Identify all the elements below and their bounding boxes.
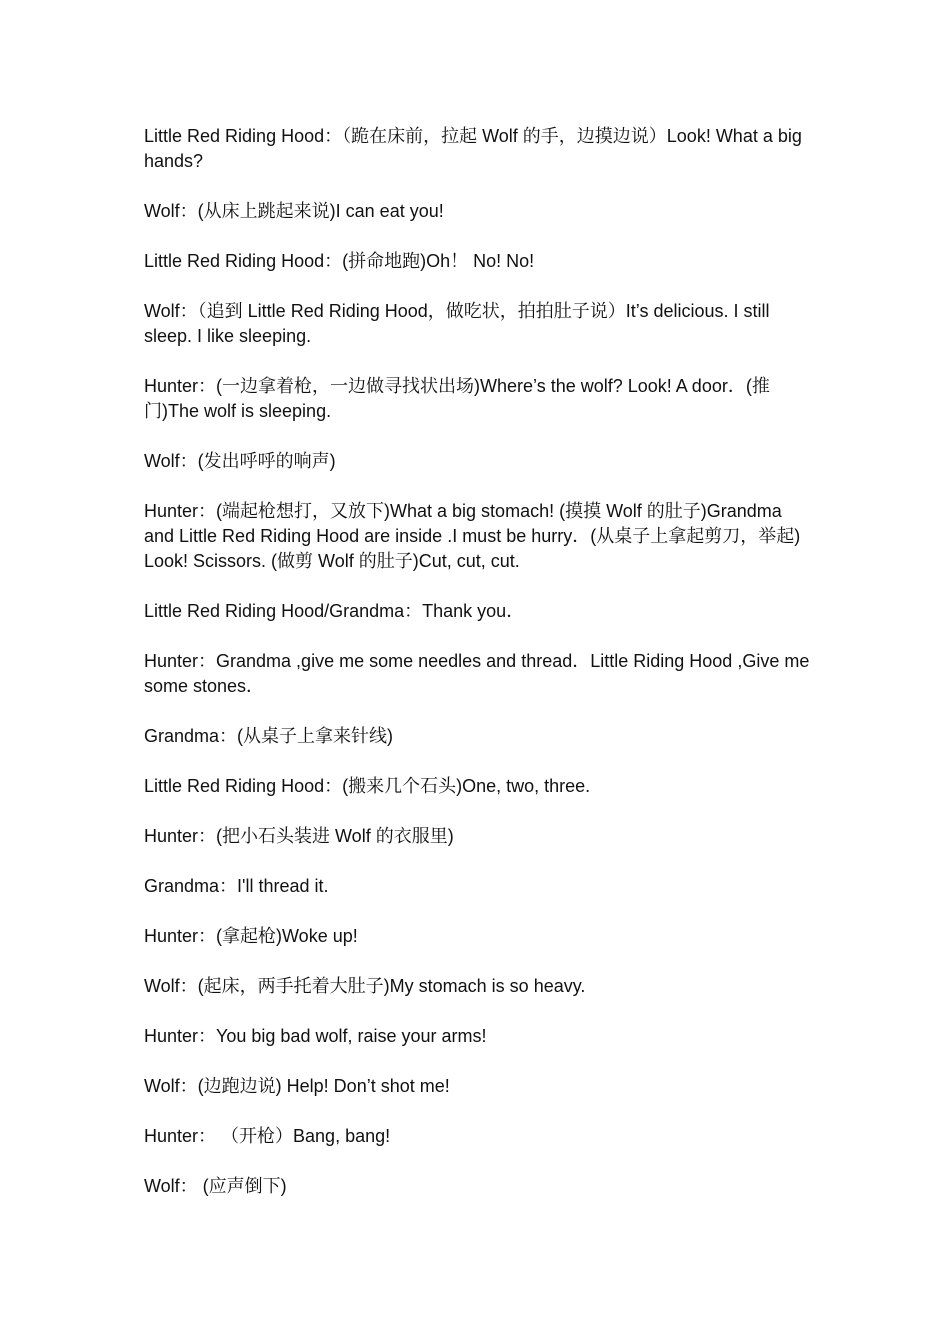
dialogue-line: Little Red Riding Hood：(搬来几个石头)One, two, three. xyxy=(144,776,591,796)
dialogue-line: Wolf：（追到 Little Red Riding Hood，做吃状，拍拍肚子说）It’s delicious. I still sleep. I like sleeping. xyxy=(144,301,775,346)
dialogue-line: Wolf： (应声倒下) xyxy=(144,1176,287,1196)
dialogue-line: Hunter：(一边拿着枪，一边做寻找状出场)Where’s the wolf? Look! A door．(推门)The wolf is sleeping. xyxy=(144,376,770,421)
dialogue-line: Little Red Riding Hood：（跪在床前，拉起 Wolf 的手，边摸边说）Look! What a big hands? xyxy=(144,126,807,171)
dialogue-line: Wolf：(边跑边说) Help! Don’t shot me! xyxy=(144,1076,450,1096)
dialogue-line: Grandma：(从桌子上拿来针线) xyxy=(144,726,394,746)
dialogue-line: Hunter： （开枪）Bang, bang! xyxy=(144,1126,391,1146)
dialogue-line: Wolf：(从床上跳起来说)I can eat you! xyxy=(144,201,444,221)
dialogue-line: Wolf：(起床，两手托着大肚子)My stomach is so heavy. xyxy=(144,976,586,996)
dialogue-line: Hunter：Grandma ,give me some needles and thread．Little Riding Hood ,Give me some stones． xyxy=(144,651,815,696)
dialogue-line: Hunter：(拿起枪)Woke up! xyxy=(144,926,358,946)
script-body xyxy=(144,124,815,1224)
dialogue-line: Little Red Riding Hood：(拼命地跑)Oh！ No! No! xyxy=(144,251,535,271)
dialogue-line: Hunter：(把小石头装进 Wolf 的衣服里) xyxy=(144,826,454,846)
dialogue-line: Wolf：(发出呼呼的响声) xyxy=(144,451,336,471)
dialogue-line: Hunter：(端起枪想打，又放下)What a big stomach! (摸摸 Wolf 的肚子)Grandma and Little Red Riding Hood are inside .I must be hurry．(从桌子上拿起剪刀，举起) Look! Scissors. (做剪 Wolf 的肚子)Cut, cut, cut. xyxy=(144,501,806,571)
dialogue-line: Little Red Riding Hood/Grandma：Thank you． xyxy=(144,601,525,621)
dialogue-line: Grandma：I'll thread it. xyxy=(144,876,329,896)
dialogue-line: Hunter：You big bad wolf, raise your arms! xyxy=(144,1026,487,1046)
